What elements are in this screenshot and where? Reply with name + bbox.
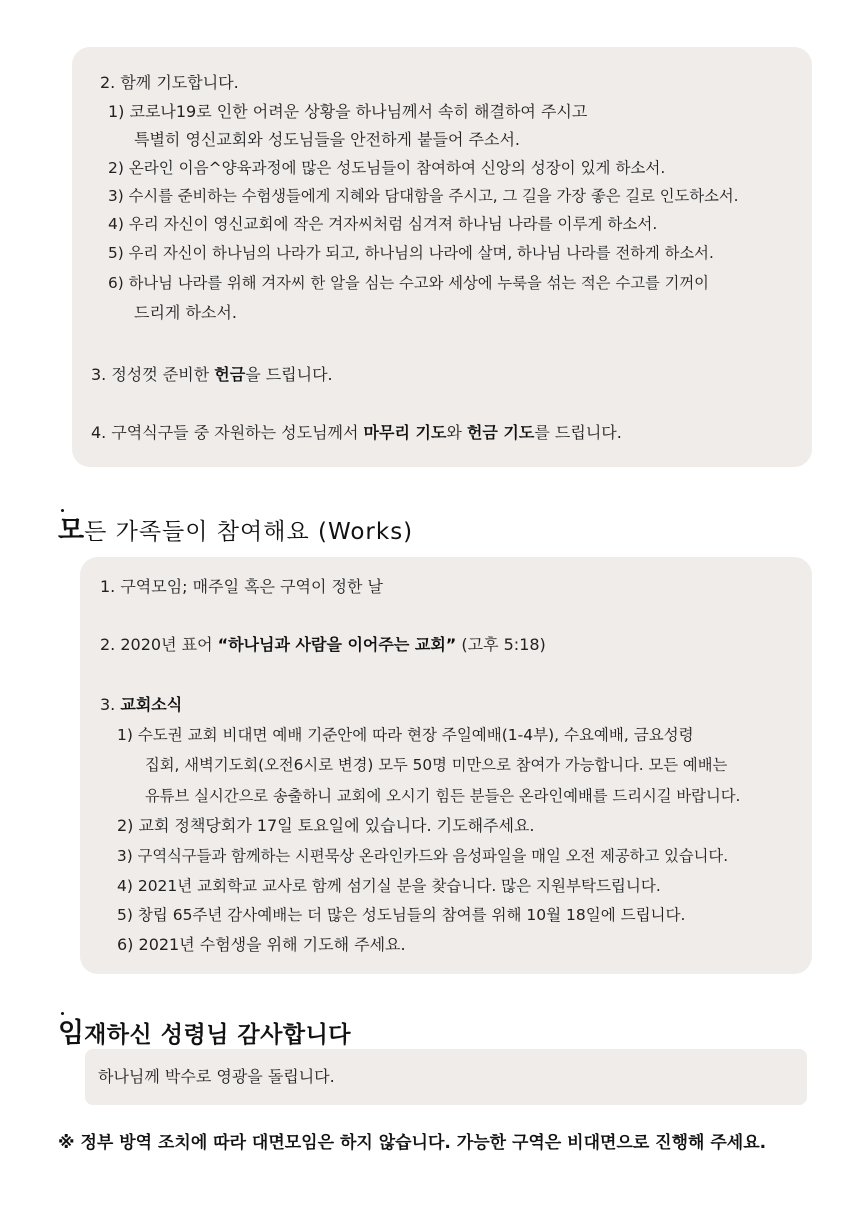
news-5: 5) 창립 65주년 감사예배는 더 많은 성도님들의 참여를 위해 10월 18일에 드립니다. [117, 906, 686, 924]
prayer-item-3-post: 을 드립니다. [245, 365, 333, 384]
prayer-item-4-bold2: 헌금 기도 [466, 423, 535, 442]
prayer-3: 3) 수시를 준비하는 수험생들에게 지혜와 담대함을 주시고, 그 길을 가장 좋은 길로 인도하소서. [108, 187, 739, 205]
prayer-5: 5) 우리 자신이 하나님의 나라가 되고, 하나님의 나라에 살며, 하나님 나라를 전하게 하소서. [108, 244, 714, 262]
prayer-item-4-bold1: 마무리 기도 [363, 423, 447, 442]
prayer-item-4-post: 를 드립니다. [534, 423, 622, 442]
news-1b: 집회, 새벽기도회(오전6시로 변경) 모두 50명 미만으로 참여가 가능합니다. 모든 예배는 [145, 756, 728, 774]
prayer-2: 2) 온라인 이음^양육과정에 많은 성도님들이 참여하여 신앙의 성장이 있게 하소서. [108, 159, 666, 177]
works-heading-rest: 든 가족들이 참여해요 (Works) [84, 519, 414, 545]
prayer-item-4 [91, 422, 622, 444]
prayer-item-4-mid: 와 [446, 423, 467, 442]
news-3: 3) 구역식구들과 함께하는 시편묵상 온라인카드와 음성파일을 매일 오전 제공하고 있습니다. [117, 847, 729, 865]
prayer-6a: 6) 하나님 나라를 위해 겨자씨 한 알을 심는 수고와 세상에 누룩을 섞는 적은 수고를 기꺼이 [108, 274, 709, 292]
news-4: 4) 2021년 교회학교 교사로 함께 섬기실 분을 찾습니다. 많은 지원부탁드립니다. [117, 877, 661, 895]
news-1a: 1) 수도권 교회 비대면 예배 기준안에 따라 현장 주일예배(1-4부), 수요예배, 금요성령 [117, 726, 694, 744]
news-2: 2) 교회 정책당회가 17일 토요일에 있습니다. 기도해주세요. [117, 816, 535, 835]
spirit-text: 하나님께 박수로 영광을 돌립니다. [98, 1067, 335, 1086]
prayer-item-3-bold: 헌금 [214, 365, 246, 384]
prayer-item-3 [91, 364, 333, 386]
news-6: 6) 2021년 수험생을 위해 기도해 주세요. [117, 935, 406, 954]
notice-text: ※ 정부 방역 조치에 따라 대면모임은 하지 않습니다. 가능한 구역은 비대면으로 진행해 주세요. [58, 1133, 767, 1153]
news-1c: 유튜브 실시간으로 송출하니 교회에 오시기 힘든 분들은 온라인예배를 드리시길 바랍니다. [145, 787, 741, 805]
works-item-1: 1. 구역모임; 매주일 혹은 구역이 정한 날 [100, 577, 384, 596]
prayer-4: 4) 우리 자신이 영신교회에 작은 겨자씨처럼 심겨져 하나님 나라를 이루게 하소서. [108, 215, 658, 233]
prayer-1b: 특별히 영신교회와 성도님들을 안전하게 붙들어 주소서. [134, 130, 521, 149]
spirit-heading-rest: 재하신 성령님 감사합니다 [84, 1022, 352, 1048]
works-item-3-num: 3. [100, 695, 121, 714]
prayer-1a: 1) 코로나19로 인한 어려운 상황을 하나님께서 속히 해결하여 주시고 [108, 102, 588, 121]
spirit-heading-first: 임 [58, 1018, 85, 1049]
prayer-item-2-title: 2. 함께 기도합니다. [100, 73, 239, 92]
prayer-6b: 드리게 하소서. [134, 303, 237, 322]
works-item-3 [100, 694, 182, 716]
works-item-2-post: (고후 5:18) [456, 635, 546, 654]
works-heading [58, 508, 413, 547]
works-heading-first: 모 [58, 515, 85, 546]
works-item-2-bold: “하나님과 사람을 이어주는 교회” [217, 635, 457, 654]
spirit-heading [58, 1011, 351, 1050]
prayer-item-3-pre: 3. 정성껏 준비한 [91, 365, 215, 384]
works-item-2-pre: 2. 2020년 표어 [100, 635, 218, 654]
prayer-item-4-pre: 4. 구역식구들 중 자원하는 성도님께서 [91, 423, 364, 442]
works-item-3-bold: 교회소식 [120, 695, 183, 714]
works-item-2 [100, 634, 546, 656]
